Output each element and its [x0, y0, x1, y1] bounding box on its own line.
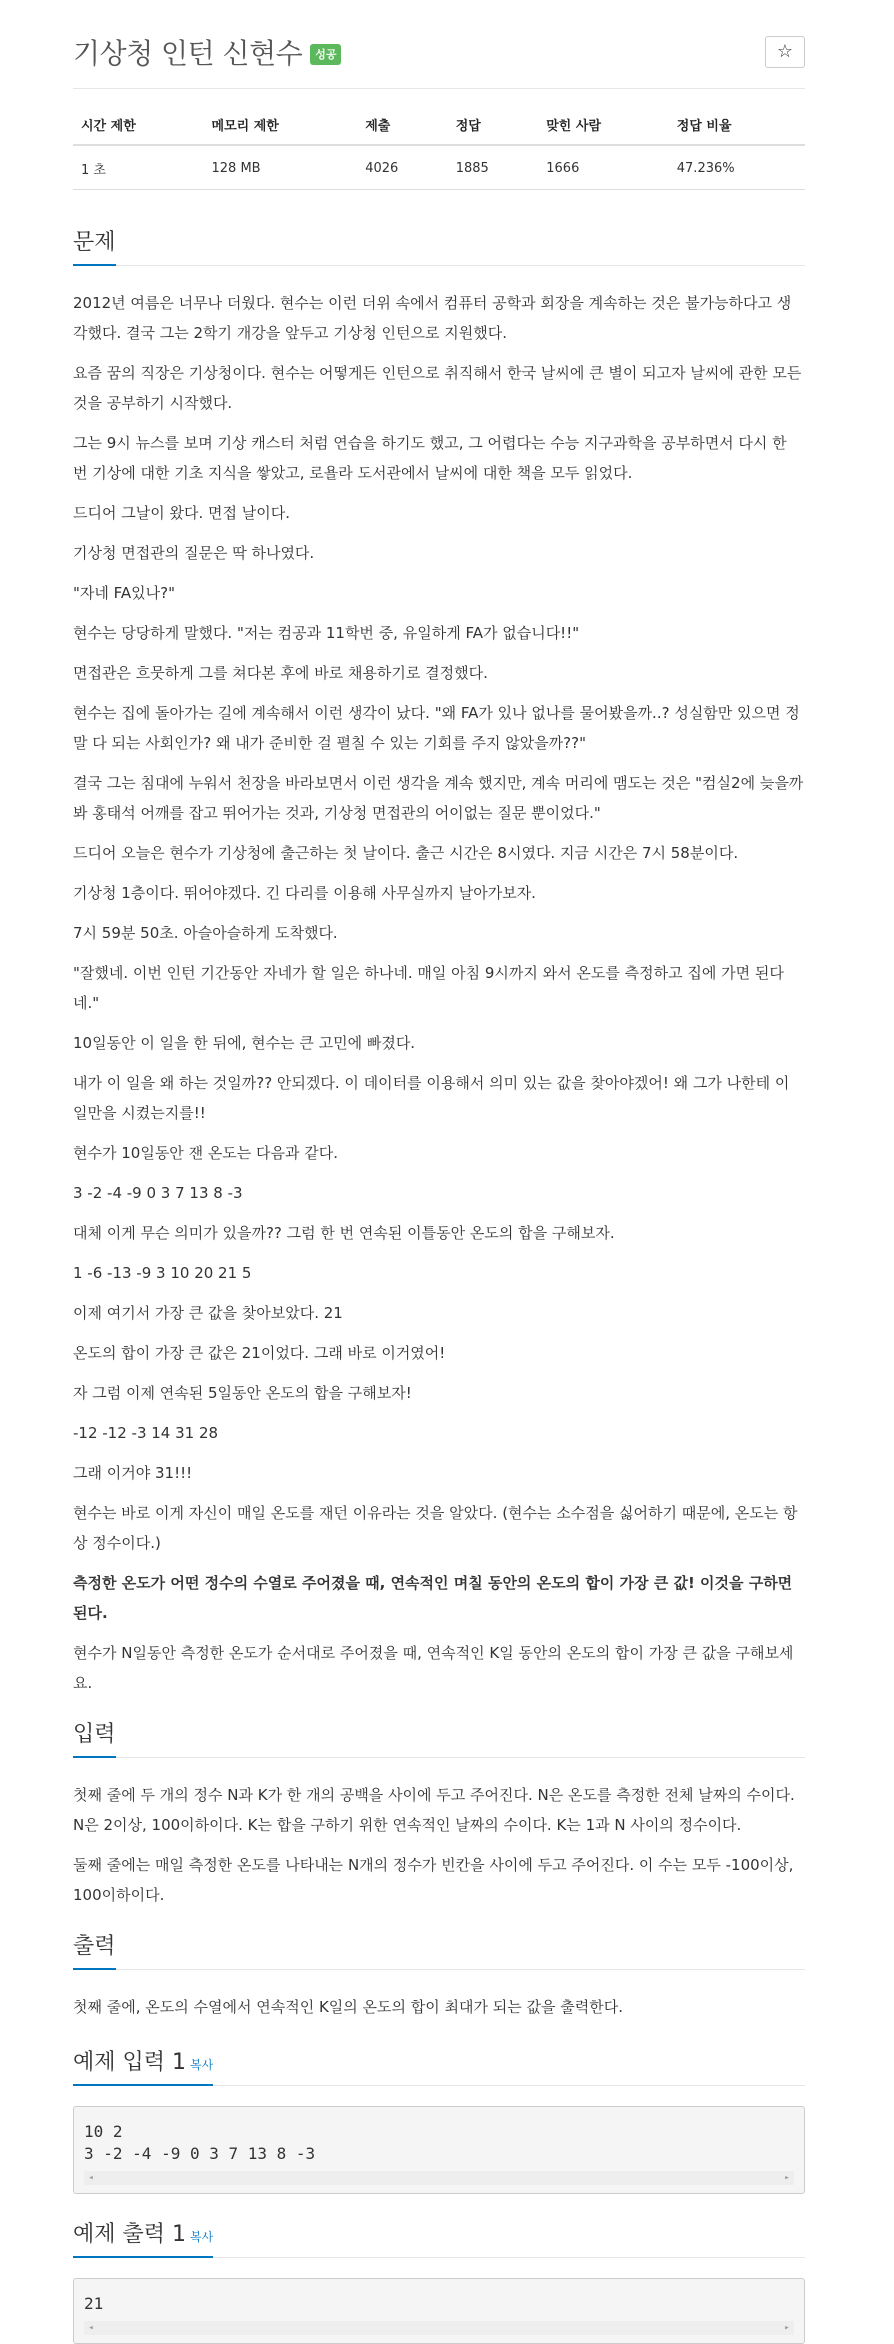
horizontal-scrollbar[interactable] — [84, 2171, 794, 2185]
sample-input-title-text: 예제 입력 1 — [73, 2050, 186, 2075]
copy-sample-input-button[interactable]: 복사 — [190, 2058, 214, 2072]
description-paragraph: 이제 여기서 가장 큰 값을 찾아보았다. 21 — [73, 1304, 343, 1322]
description-paragraph: 드디어 그날이 왔다. 면접 날이다. — [73, 504, 290, 522]
header-ratio: 정답 비율 — [669, 115, 805, 145]
description-paragraph: 내가 이 일을 왜 하는 것일까?? 안되겠다. 이 데이터를 이용해서 의미 있는 값을 찾아야겠어! 왜 그가 나한테 이 일만을 시켰는지를!! — [73, 1074, 790, 1122]
solvers-value: 1666 — [538, 145, 669, 190]
sample-output-section-header — [73, 2216, 805, 2258]
horizontal-scrollbar[interactable] — [84, 2321, 794, 2335]
header-solvers: 맞힌 사람 — [538, 115, 669, 145]
sample-output-title — [73, 2217, 213, 2258]
divider — [73, 1757, 805, 1758]
description-paragraph: 현수가 N일동안 측정한 온도가 순서대로 주어졌을 때, 연속적인 K일 동안의 온도의 합이 가장 큰 값을 구해보세요. — [73, 1644, 794, 1692]
scroll-left-icon[interactable]: ◂ — [88, 2173, 94, 2183]
output-description — [73, 1992, 805, 2022]
divider — [73, 88, 805, 89]
description-paragraph: 7시 59분 50초. 아슬아슬하게 도착했다. — [73, 924, 338, 942]
description-paragraph: 자 그럼 이제 연속된 5일동안 온도의 합을 구해보자! — [73, 1384, 412, 1402]
description-paragraph: 현수는 바로 이게 자신이 매일 온도를 재던 이유라는 것을 알았다. (현수는 소수점을 싫어하기 때문에, 온도는 항상 정수이다.) — [73, 1504, 798, 1552]
scroll-right-icon[interactable]: ▸ — [784, 2173, 790, 2183]
problem-description — [73, 288, 805, 1698]
sample-output-text: 21 — [84, 2294, 104, 2313]
input-description — [73, 1780, 805, 1910]
sample-input-section-header — [73, 2044, 805, 2086]
description-paragraph: -12 -12 -3 14 31 28 — [73, 1424, 219, 1442]
description-paragraph: 온도의 합이 가장 큰 값은 21이었다. 그래 바로 이거였어! — [73, 1344, 446, 1362]
table-header-row — [73, 115, 805, 145]
description-section-header — [73, 224, 805, 266]
input-paragraph: 둘째 줄에는 매일 측정한 온도를 나타내는 N개의 정수가 빈칸을 사이에 두고 주어진다. 이 수는 모두 -100이상, 100이하이다. — [73, 1856, 794, 1904]
scroll-left-icon[interactable]: ◂ — [88, 2323, 94, 2333]
problem-page — [73, 0, 805, 2344]
problem-info-table — [73, 115, 805, 190]
description-key-statement: 측정한 온도가 어떤 정수의 수열로 주어졌을 때, 연속적인 며칠 동안의 온도의 합이 가장 큰 값! 이것을 구하면 된다. — [73, 1574, 793, 1622]
input-paragraph: 첫째 줄에 두 개의 정수 N과 K가 한 개의 공백을 사이에 두고 주어진다. N은 온도를 측정한 전체 날짜의 수이다. N은 2이상, 100이하이다. K는 합을 구하기 위한 연속적인 날짜의 수이다. K는 1과 N 사이의 정수이다. — [73, 1786, 795, 1834]
sample-output-block — [73, 2278, 805, 2344]
description-paragraph: "잘했네. 이번 인턴 기간동안 자네가 할 일은 하나네. 매일 아침 9시까지 와서 온도를 측정하고 집에 가면 된다네." — [73, 964, 784, 1012]
ratio-value: 47.236% — [669, 145, 805, 190]
description-paragraph: 1 -6 -13 -9 3 10 20 21 5 — [73, 1264, 252, 1282]
copy-sample-output-button[interactable]: 복사 — [190, 2230, 214, 2244]
divider — [73, 265, 805, 266]
description-paragraph: 그래 이거야 31!!! — [73, 1464, 193, 1482]
sample-input-block — [73, 2106, 805, 2194]
status-badge: 성공 — [310, 44, 341, 65]
memory-limit-value: 128 MB — [204, 145, 358, 190]
header-submissions: 제출 — [357, 115, 448, 145]
description-paragraph: 3 -2 -4 -9 0 3 7 13 8 -3 — [73, 1184, 243, 1202]
description-paragraph: 기상청 1층이다. 뛰어야겠다. 긴 다리를 이용해 사무실까지 날아가보자. — [73, 884, 536, 902]
header-time-limit: 시간 제한 — [73, 115, 204, 145]
star-button[interactable] — [765, 36, 805, 68]
sample-input-title — [73, 2045, 213, 2086]
title-row — [73, 36, 805, 88]
header-memory-limit: 메모리 제한 — [204, 115, 358, 145]
description-paragraph: 드디어 오늘은 현수가 기상청에 출근하는 첫 날이다. 출근 시간은 8시였다. 지금 시간은 7시 58분이다. — [73, 844, 739, 862]
time-limit-value: 1 초 — [73, 145, 204, 190]
description-paragraph: 현수가 10일동안 잰 온도는 다음과 같다. — [73, 1144, 339, 1162]
description-paragraph: 결국 그는 침대에 누워서 천장을 바라보면서 이런 생각을 계속 했지만, 계속 머리에 맴도는 것은 "컴실2에 늦을까봐 홍태석 어깨를 잡고 뛰어가는 것과, 기상청 면접관의 어이없는 질문 뿐이었다." — [73, 774, 804, 822]
description-paragraph: 2012년 여름은 너무나 더웠다. 현수는 이런 더위 속에서 컴퓨터 공학과 회장을 계속하는 것은 불가능하다고 생각했다. 결국 그는 2학기 개강을 앞두고 기상청 인턴으로 지원했다. — [73, 294, 792, 342]
table-row — [73, 145, 805, 190]
output-section-header — [73, 1928, 805, 1970]
star-icon: ☆ — [776, 41, 794, 62]
scroll-right-icon[interactable]: ▸ — [784, 2323, 790, 2333]
description-paragraph: 현수는 당당하게 말했다. "저는 컴공과 11학번 중, 유일하게 FA가 없습니다!!" — [73, 624, 580, 642]
description-paragraph: 기상청 면접관의 질문은 딱 하나였다. — [73, 544, 315, 562]
description-title: 문제 — [73, 225, 116, 266]
input-title: 입력 — [73, 1717, 116, 1758]
sample-input-text: 10 2 3 -2 -4 -9 0 3 7 13 8 -3 — [84, 2122, 316, 2163]
page-title: 기상청 인턴 신현수 — [73, 37, 303, 70]
output-title: 출력 — [73, 1929, 116, 1970]
description-paragraph: 면접관은 흐뭇하게 그를 쳐다본 후에 바로 채용하기로 결정했다. — [73, 664, 488, 682]
output-paragraph: 첫째 줄에, 온도의 수열에서 연속적인 K일의 온도의 합이 최대가 되는 값을 출력한다. — [73, 1998, 623, 2016]
divider — [73, 1969, 805, 1970]
description-paragraph: 요즘 꿈의 직장은 기상청이다. 현수는 어떻게든 인턴으로 취직해서 한국 날씨에 큰 별이 되고자 날씨에 관한 모든 것을 공부하기 시작했다. — [73, 364, 802, 412]
sample-output-title-text: 예제 출력 1 — [73, 2222, 186, 2247]
description-paragraph: "자네 FA있나?" — [73, 584, 176, 602]
input-section-header — [73, 1716, 805, 1758]
header-accepted: 정답 — [448, 115, 539, 145]
description-paragraph: 그는 9시 뉴스를 보며 기상 캐스터 처럼 연습을 하기도 했고, 그 어렵다는 수능 지구과학을 공부하면서 다시 한 번 기상에 대한 기초 지식을 쌓았고, 로욜라 도서관에서 날씨에 대한 책을 모두 읽었다. — [73, 434, 787, 482]
accepted-value: 1885 — [448, 145, 539, 190]
description-paragraph: 대체 이게 무슨 의미가 있을까?? 그럼 한 번 연속된 이틀동안 온도의 합을 구해보자. — [73, 1224, 615, 1242]
submissions-value: 4026 — [357, 145, 448, 190]
description-paragraph: 현수는 집에 돌아가는 길에 계속해서 이런 생각이 났다. "왜 FA가 있나 없나를 물어봤을까..? 성실함만 있으면 정말 다 되는 사회인가? 왜 내가 준비한 걸 펼칠 수 있는 기회를 주지 않았을까??" — [73, 704, 800, 752]
description-paragraph: 10일동안 이 일을 한 뒤에, 현수는 큰 고민에 빠졌다. — [73, 1034, 416, 1052]
